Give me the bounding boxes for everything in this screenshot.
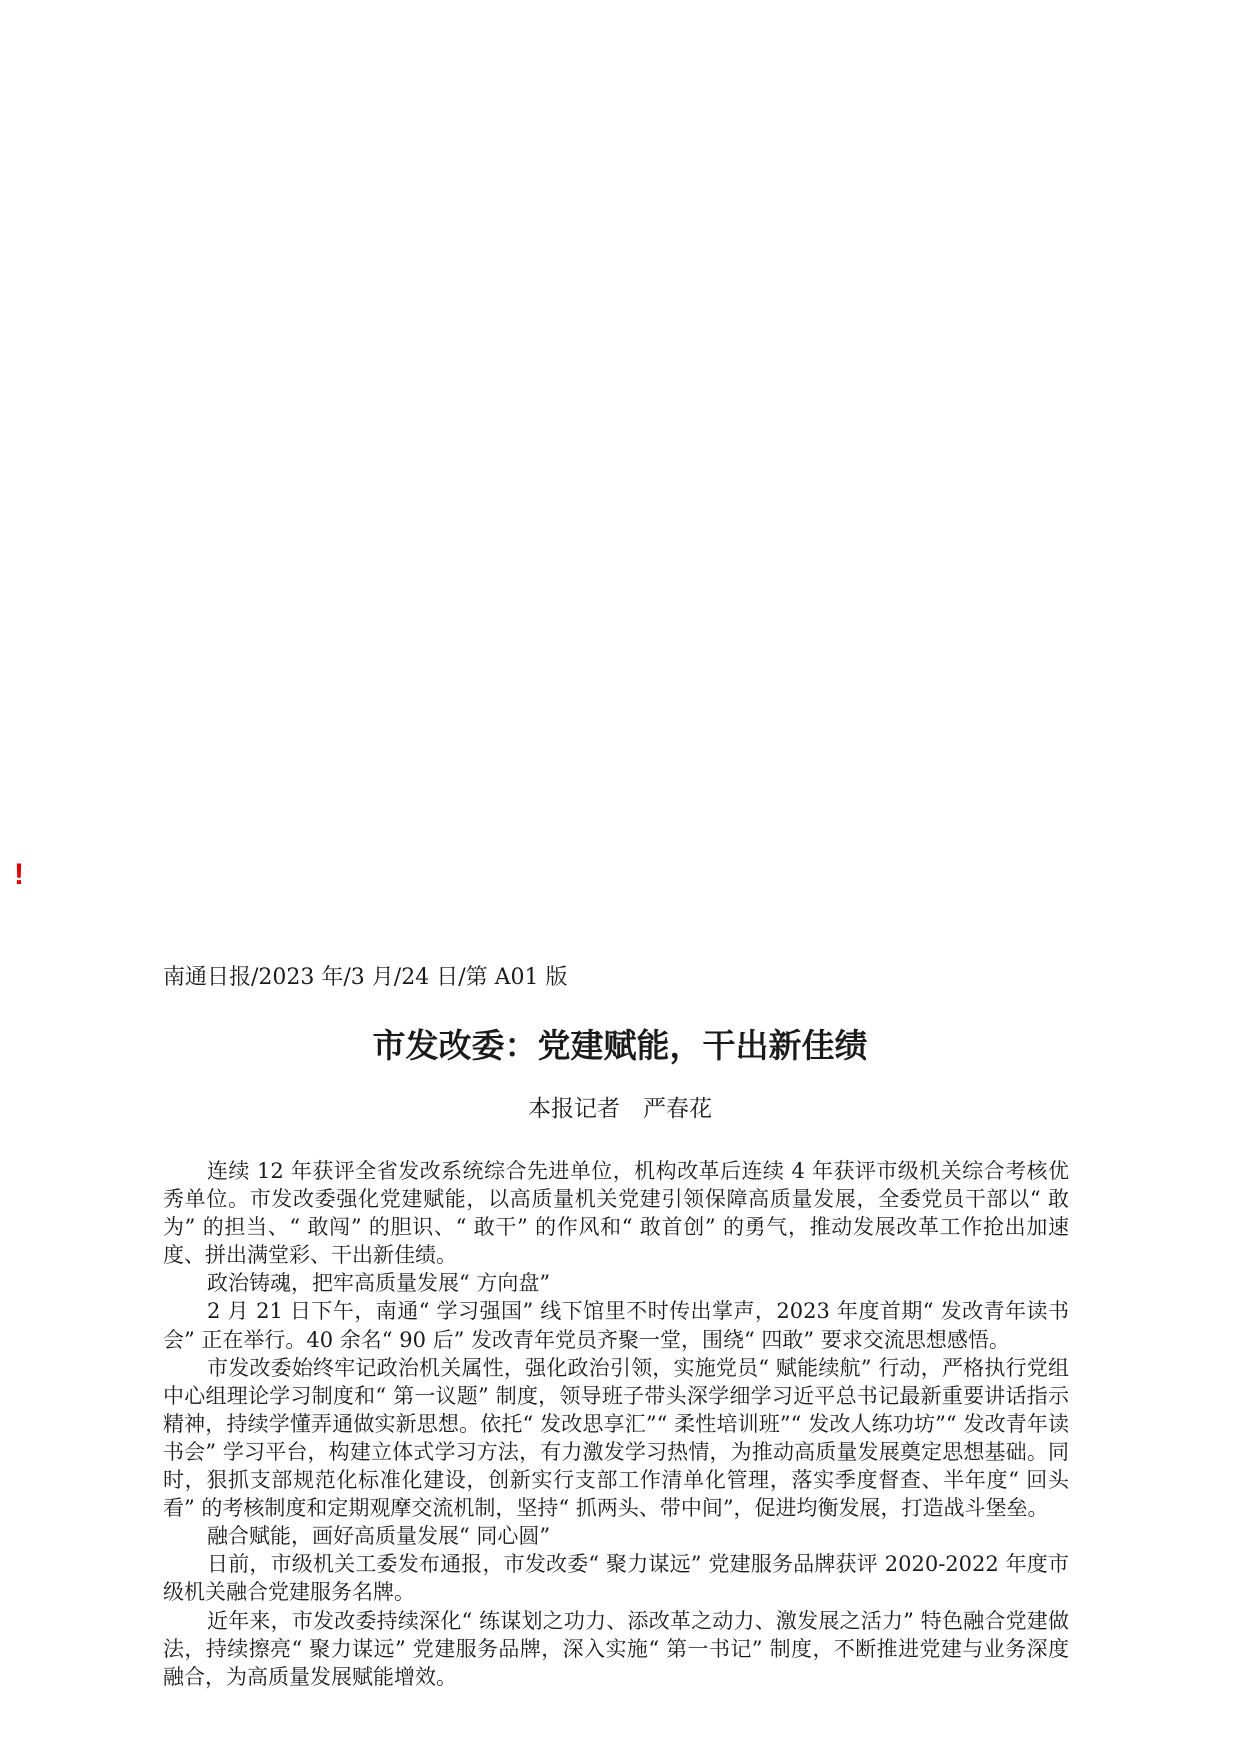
paragraph-intro: 连续 12 年获评全省发改系统综合先进单位，机构改革后连续 4 年获评市级机关综合考核优秀单位。市发改委强化党建赋能，以高质量机关党建引领保障高质量发展，全委党员干部以“ 敢为” 的担当、“ 敢闯” 的胆识、“ 敢干” 的作风和“ 敢首创” 的勇气，推动发展改革工作抢出加速度、拼出满堂彩、干出新佳绩。 [163, 1159, 1069, 1268]
red-exclamation-mark: ! [14, 858, 24, 891]
source-line: 南通日报/2023 年/3 月/24 日/第 A01 版 [163, 965, 568, 990]
article-body [163, 1157, 1069, 1691]
byline: 本报记者 严春花 [528, 1096, 712, 1122]
paragraph-brand-award: 日前，市级机关工委发布通报，市发改委“ 聚力谋远” 党建服务品牌获评 2020-2022 年度市级机关融合党建服务名牌。 [163, 1552, 1069, 1605]
article-title: 市发改委：党建赋能，干出新佳绩 [372, 1026, 868, 1065]
section-heading-integration: 融合赋能，画好高质量发展“ 同心圆” [207, 1524, 551, 1549]
paragraph-reading-club: 2 月 21 日下午，南通“ 学习强国” 线下馆里不时传出掌声，2023 年度首期“ 发改青年读书会” 正在举行。40 余名“ 90 后” 发改青年党员齐聚一堂，围绕“ 四敢” 要求交流思想感悟。 [163, 1299, 1069, 1352]
paragraph-integration-practice: 近年来，市发改委持续深化“ 练谋划之功力、添改革之动力、激发展之活力” 特色融合党建做法，持续擦亮“ 聚力谋远” 党建服务品牌，深入实施“ 第一书记” 制度，不断推进党建与业务深度融合，为高质量发展赋能增效。 [163, 1608, 1069, 1689]
section-heading-political: 政治铸魂，把牢高质量发展“ 方向盘” [207, 1271, 551, 1296]
paragraph-political-leadership: 市发改委始终牢记政治机关属性，强化政治引领，实施党员“ 赋能续航” 行动，严格执行党组中心组理论学习制度和“ 第一议题” 制度，领导班子带头深学细学习近平总书记最新重要讲话指示精神，持续学懂弄通做实新思想。依托“ 发改思享汇”“ 柔性培训班”“ 发改人练功坊”“ 发改青年读书会” 学习平台，构建立体式学习方法，有力激发学习热情，为推动高质量发展奠定思想基础。同时，狠抓支部规范化标准化建设，创新实行支部工作清单化管理，落实季度督查、半年度“ 回头看” 的考核制度和定期观摩交流机制，坚持“ 抓两头、带中间”，促进均衡发展，打造战斗堡垒。 [163, 1355, 1069, 1521]
